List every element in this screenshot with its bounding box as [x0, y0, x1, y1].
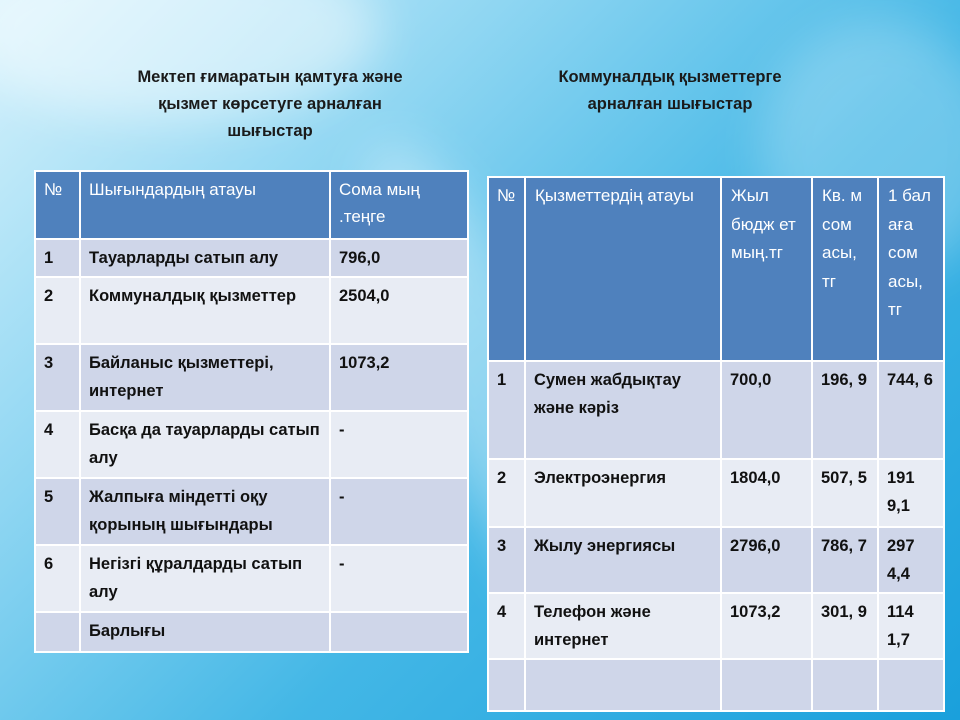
- annual-budget: 1804,0: [721, 459, 812, 527]
- row-number: 3: [488, 527, 525, 593]
- header-number: №: [488, 177, 525, 361]
- annual-budget: 1073,2: [721, 593, 812, 659]
- header-number: №: [35, 171, 80, 239]
- expense-name: Негізгі құралдарды сатып алу: [80, 545, 330, 612]
- expense-amount: -: [330, 478, 468, 545]
- expense-amount: 2504,0: [330, 277, 468, 344]
- service-name: Сумен жабдықтау және кәріз: [525, 361, 721, 459]
- row-number: 6: [35, 545, 80, 612]
- per-student-amount: 744, 6: [878, 361, 944, 459]
- per-student-amount: 297 4,4: [878, 527, 944, 593]
- heading-line: шығыстар: [227, 122, 313, 140]
- table-row: [35, 478, 468, 545]
- total-amount: [330, 612, 468, 652]
- expense-name: Тауарларды сатып алу: [80, 239, 330, 277]
- expense-amount: -: [330, 411, 468, 478]
- row-number: 5: [35, 478, 80, 545]
- service-name: Телефон және интернет: [525, 593, 721, 659]
- annual-budget: [721, 659, 812, 711]
- expense-name: Басқа да тауарларды сатып алу: [80, 411, 330, 478]
- expense-amount: -: [330, 545, 468, 612]
- per-sqm-amount: 786, 7: [812, 527, 878, 593]
- expense-amount: 796,0: [330, 239, 468, 277]
- table-row: [35, 239, 468, 277]
- row-number: 2: [35, 277, 80, 344]
- row-number: 3: [35, 344, 80, 411]
- table-row: [488, 361, 944, 459]
- total-label: Барлығы: [80, 612, 330, 652]
- table-row: [35, 545, 468, 612]
- annual-budget: 2796,0: [721, 527, 812, 593]
- expense-name: Байланыс қызметтері, интернет: [80, 344, 330, 411]
- per-student-amount: [878, 659, 944, 711]
- table-row: [488, 593, 944, 659]
- row-number: 1: [488, 361, 525, 459]
- expense-name: Жалпыға міндетті оқу қорының шығындары: [80, 478, 330, 545]
- header-per-student: 1 бал аға сом асы, тг: [878, 177, 944, 361]
- expense-amount: 1073,2: [330, 344, 468, 411]
- table-row: [35, 277, 468, 344]
- row-number: 4: [35, 411, 80, 478]
- heading-line: арналған шығыстар: [587, 95, 753, 113]
- right-table-heading: [500, 64, 840, 118]
- service-name: [525, 659, 721, 711]
- per-sqm-amount: 507, 5: [812, 459, 878, 527]
- table-row: [488, 459, 944, 527]
- per-student-amount: 191 9,1: [878, 459, 944, 527]
- table-row-total: [35, 612, 468, 652]
- row-number: 2: [488, 459, 525, 527]
- per-student-amount: 114 1,7: [878, 593, 944, 659]
- expenses-table: [34, 170, 469, 653]
- service-name: Жылу энергиясы: [525, 527, 721, 593]
- header-annual-budget: Жыл бюдж ет мың.тг: [721, 177, 812, 361]
- row-number: 1: [35, 239, 80, 277]
- service-name: Электроэнергия: [525, 459, 721, 527]
- heading-line: Коммуналдық қызметтерге: [558, 68, 782, 86]
- row-number: [35, 612, 80, 652]
- expense-name: Коммуналдық қызметтер: [80, 277, 330, 344]
- header-per-sqm: Кв. м сом асы, тг: [812, 177, 878, 361]
- per-sqm-amount: 301, 9: [812, 593, 878, 659]
- row-number: 4: [488, 593, 525, 659]
- per-sqm-amount: 196, 9: [812, 361, 878, 459]
- table-row: [488, 527, 944, 593]
- table-row-empty: [488, 659, 944, 711]
- heading-line: қызмет көрсетуге арналған: [158, 95, 382, 113]
- table-row: [35, 344, 468, 411]
- utilities-table: [487, 176, 945, 712]
- header-service-name: Қызметтердің атауы: [525, 177, 721, 361]
- left-table-heading: [80, 64, 460, 145]
- per-sqm-amount: [812, 659, 878, 711]
- header-expense-name: Шығындардың атауы: [80, 171, 330, 239]
- header-amount: Сома мың .теңге: [330, 171, 468, 239]
- annual-budget: 700,0: [721, 361, 812, 459]
- table-row: [35, 411, 468, 478]
- row-number: [488, 659, 525, 711]
- heading-line: Мектеп ғимаратын қамтуға және: [137, 68, 403, 86]
